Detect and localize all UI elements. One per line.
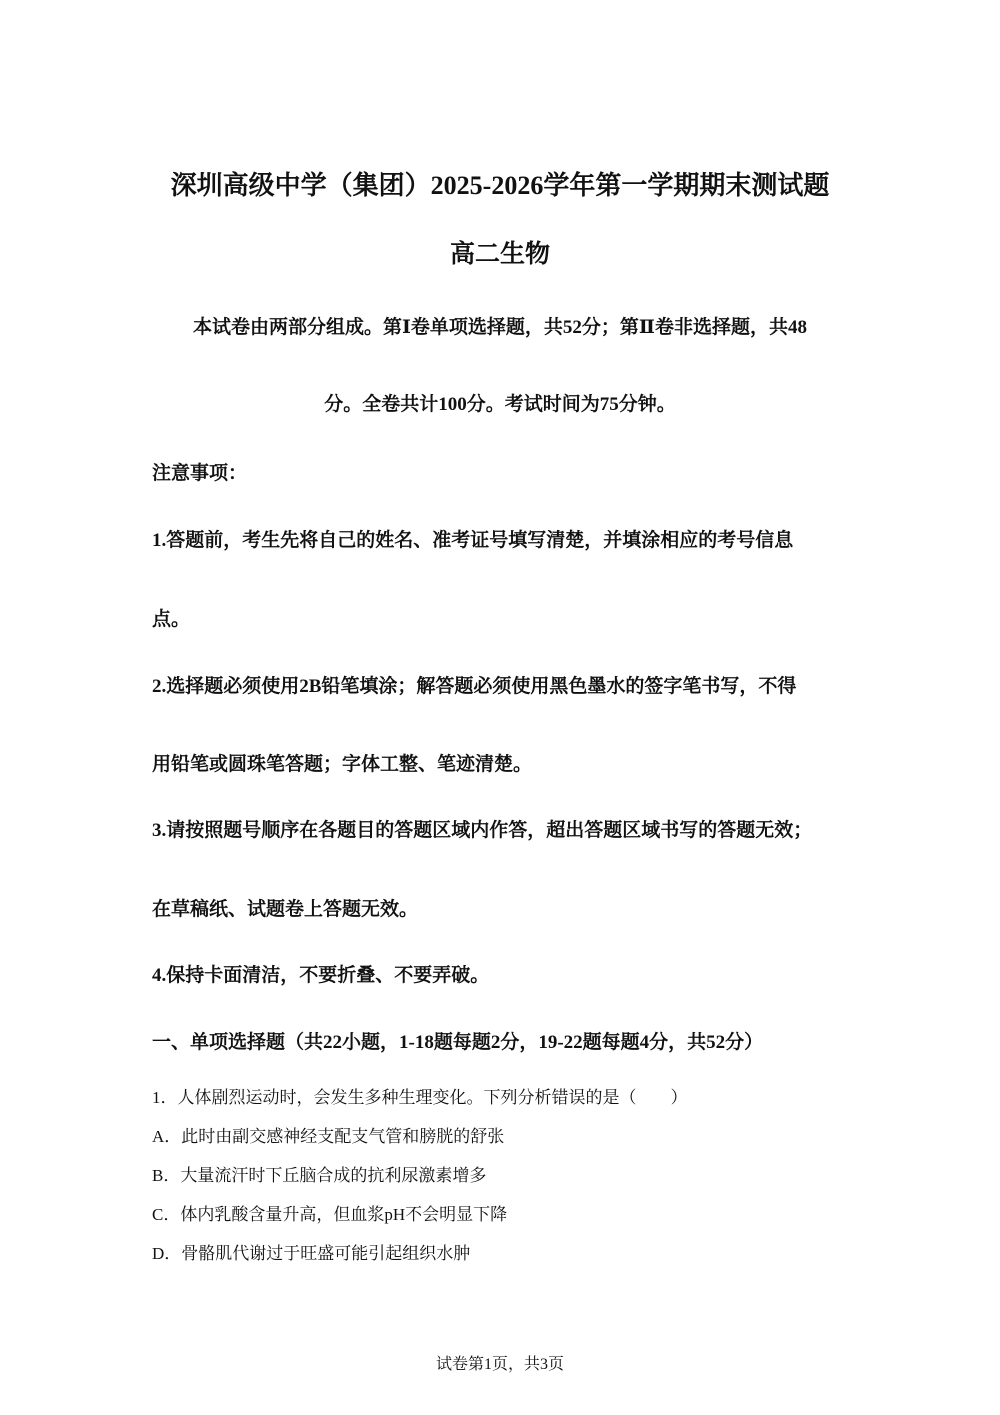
answer-option-a: A．此时由副交感神经支配支气管和膀胱的舒张 bbox=[152, 1127, 505, 1146]
page-subtitle: 高二生物 bbox=[449, 241, 550, 268]
question-stem: 1．人体剧烈运动时，会发生多种生理变化。下列分析错误的是（ ） bbox=[152, 1088, 688, 1107]
page-title: 深圳高级中学（集团）2025-2026学年第一学期期末测试题 bbox=[170, 171, 830, 200]
notice-heading: 注意事项： bbox=[152, 463, 248, 484]
notice-line: 2.选择题必须使用2B铅笔填涂；解答题必须使用黑色墨水的签字笔书写，不得 bbox=[152, 676, 797, 697]
notice-line: 1.答题前，考生先将自己的姓名、准考证号填写清楚，并填涂相应的考号信息 bbox=[152, 530, 794, 551]
intro-line-2: 分。全卷共计100分。考试时间为75分钟。 bbox=[324, 394, 676, 415]
intro-line-1: 本试卷由两部分组成。第Ⅰ卷单项选择题，共52分；第Ⅱ卷非选择题，共48 bbox=[193, 317, 807, 338]
notice-line: 在草稿纸、试题卷上答题无效。 bbox=[152, 899, 419, 920]
notice-line: 3.请按照题号顺序在各题目的答题区域内作答，超出答题区域书写的答题无效； bbox=[152, 820, 813, 841]
notice-line: 用铅笔或圆珠笔答题；字体工整、笔迹清楚。 bbox=[152, 754, 533, 775]
section-heading: 一、单项选择题（共22小题，1-18题每题2分，19-22题每题4分，共52分） bbox=[152, 1032, 764, 1053]
notice-line: 点。 bbox=[152, 609, 191, 630]
answer-option-b: B．大量流汗时下丘脑合成的抗利尿激素增多 bbox=[152, 1166, 487, 1185]
answer-option-c: C．体内乳酸含量升高，但血浆pH不会明显下降 bbox=[152, 1205, 508, 1224]
answer-option-d: D．骨骼肌代谢过于旺盛可能引起组织水肿 bbox=[152, 1244, 471, 1263]
page-footer: 试卷第1页，共3页 bbox=[435, 1356, 564, 1373]
notice-line: 4.保持卡面清洁，不要折叠、不要弄破。 bbox=[152, 965, 490, 986]
